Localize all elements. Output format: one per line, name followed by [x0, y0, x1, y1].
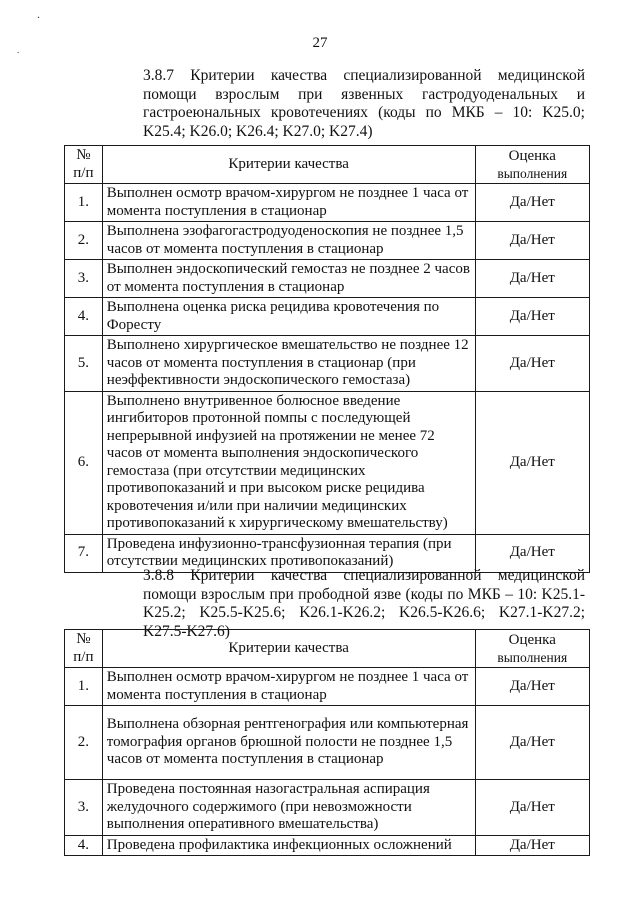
row-number: 4.	[65, 298, 103, 336]
row-number: 2.	[65, 222, 103, 260]
table-row	[65, 260, 590, 298]
table-row	[65, 780, 590, 836]
row-criterion: Выполнен эндоскопический гемостаз не позднее 2 часов от момента поступления в стационар	[102, 260, 475, 298]
row-number: 3.	[65, 260, 103, 298]
table-header-row	[65, 146, 590, 184]
criteria-table-3-8-7	[64, 145, 590, 573]
table-row	[65, 336, 590, 392]
corner-mark: .	[37, 7, 40, 21]
row-criterion: Выполнен осмотр врачом-хирургом не позднее 1 часа от момента поступления в стационар	[102, 184, 475, 222]
criteria-table-3-8-8	[64, 629, 590, 856]
row-number: 1.	[65, 184, 103, 222]
row-criterion: Проведена постоянная назогастральная аспирация желудочного содержимого (при невозможности выполнения оперативного вмешательства)	[102, 780, 475, 836]
header-evaluation-line2: выполнения	[497, 165, 568, 181]
header-num: № п/п	[65, 630, 103, 668]
row-evaluation: Да/Нет	[475, 260, 589, 298]
table-row	[65, 706, 590, 780]
table-row	[65, 184, 590, 222]
row-evaluation: Да/Нет	[475, 336, 589, 392]
row-evaluation: Да/Нет	[475, 706, 589, 780]
row-criterion: Проведена инфузионно-трансфузионная терапия (при отсутствии медицинских противопоказаний)	[102, 534, 475, 572]
header-evaluation	[475, 146, 589, 184]
row-evaluation: Да/Нет	[475, 835, 589, 856]
table-row	[65, 391, 590, 534]
table-row	[65, 835, 590, 856]
header-num: № п/п	[65, 146, 103, 184]
row-evaluation: Да/Нет	[475, 534, 589, 572]
row-criterion: Выполнено внутривенное болюсное введение ингибиторов протонной помпы с последующей непрерывной инфузией на протяжении не менее 72 часов от момента выполнения эндоскопического гемостаза (при отсутствии медицинских противопоказаний и при высоком риске рецидива кровотечения и/или при наличии медицинских противопоказаний к хирургическому вмешательству)	[102, 391, 475, 534]
table-header-row	[65, 630, 590, 668]
table-row	[65, 298, 590, 336]
row-number: 6.	[65, 391, 103, 534]
table-row	[65, 222, 590, 260]
header-criteria: Критерии качества	[102, 630, 475, 668]
row-criterion: Выполнена оценка риска рецидива кровотечения по Форесту	[102, 298, 475, 336]
row-criterion: Выполнена обзорная рентгенография или компьютерная томография органов брюшной полости не позднее 1,5 часов от момента поступления в стационар	[102, 706, 475, 780]
row-criterion: Выполнено хирургическое вмешательство не позднее 12 часов от момента поступления в стационар (при неэффективности эндоскопического гемостаза)	[102, 336, 475, 392]
section-heading-3-8-8: 3.8.8 Критерии качества специализированной медицинской помощи взрослым при прободной язве (коды по МКБ – 10: K25.1-K25.2; K25.5-K25.6; K26.1-K26.2; K26.5-K26.6; K27.1-K27.2; K27.5-K27.6)	[143, 567, 585, 640]
row-evaluation: Да/Нет	[475, 391, 589, 534]
row-number: 4.	[65, 835, 103, 856]
row-evaluation: Да/Нет	[475, 184, 589, 222]
row-evaluation: Да/Нет	[475, 668, 589, 706]
header-evaluation-line1: Оценка	[508, 631, 556, 648]
header-evaluation	[475, 630, 589, 668]
row-criterion: Выполнен осмотр врачом-хирургом не позднее 1 часа от момента поступления в стационар	[102, 668, 475, 706]
corner-mark: .	[17, 45, 20, 55]
row-number: 3.	[65, 780, 103, 836]
row-criterion: Проведена профилактика инфекционных осложнений	[102, 835, 475, 856]
row-number: 1.	[65, 668, 103, 706]
row-evaluation: Да/Нет	[475, 780, 589, 836]
header-evaluation-line2: выполнения	[497, 649, 568, 665]
table-row	[65, 668, 590, 706]
page-number: 27	[312, 35, 328, 51]
row-number: 7.	[65, 534, 103, 572]
header-evaluation-line1: Оценка	[508, 147, 556, 164]
section-heading-3-8-7: 3.8.7 Критерии качества специализированной медицинской помощи взрослым при язвенных гастродуоденальных и гастроеюнальных кровотечениях (коды по МКБ – 10: K25.0; K25.4; K26.0; K26.4; K27.0; K27.4)	[143, 67, 585, 140]
row-evaluation: Да/Нет	[475, 298, 589, 336]
row-evaluation: Да/Нет	[475, 222, 589, 260]
header-criteria: Критерии качества	[102, 146, 475, 184]
row-number: 2.	[65, 706, 103, 780]
row-number: 5.	[65, 336, 103, 392]
row-criterion: Выполнена эзофагогастродуоденоскопия не позднее 1,5 часов от момента поступления в стационар	[102, 222, 475, 260]
